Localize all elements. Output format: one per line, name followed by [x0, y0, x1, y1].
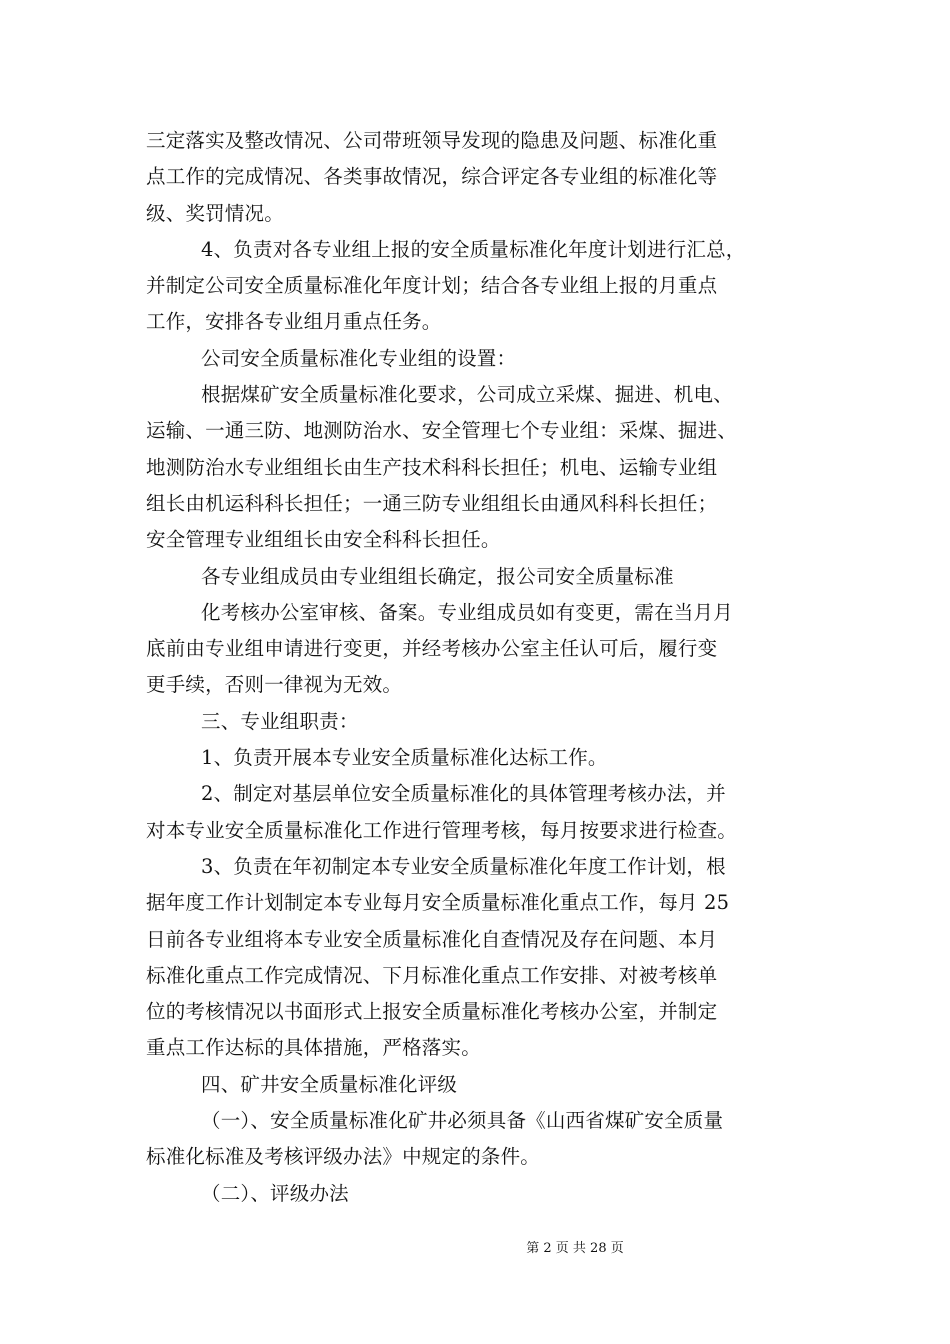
text-line: （一）、安全质量标准化矿井必须具备《山西省煤矿安全质量 [201, 1109, 724, 1133]
text-line: 根据煤矿安全质量标准化要求，公司成立采煤、掘进、机电、 [201, 383, 733, 407]
text-line: 位的考核情况以书面形式上报安全质量标准化考核办公室，并制定 [146, 1000, 718, 1024]
page-number: 第 2 页 共 28 页 [526, 1241, 624, 1256]
text-line: 组长由机运科科长担任；一通三防专业组组长由通风科科长担任； [146, 491, 718, 515]
text-line: 据年度工作计划制定本专业每月安全质量标准化重点工作，每月 25 [146, 891, 730, 915]
text-line: 三定落实及整改情况、公司带班领导发现的隐患及问题、标准化重 [146, 129, 718, 152]
text-line: 更手续，否则一律视为无效。 [146, 673, 403, 697]
text-line: 化考核办公室审核、备案。专业组成员如有变更，需在当月月 [201, 600, 733, 624]
text-line: 三、专业组职责： [201, 709, 359, 733]
text-line: 标准化标准及考核评级办法》中规定的条件。 [146, 1145, 541, 1169]
text-line: 并制定公司安全质量标准化年度计划；结合各专业组上报的月重点 [146, 274, 718, 298]
text-line: 4、负责对各专业组上报的安全质量标准化年度计划进行汇总， [201, 237, 746, 261]
text-line: 四、矿井安全质量标准化评级 [201, 1072, 458, 1096]
text-line: 点工作的完成情况、各类事故情况，综合评定各专业组的标准化等 [146, 165, 718, 189]
text-line: 地测防治水专业组组长由生产技术科科长担任；机电、运输专业组 [146, 455, 718, 479]
text-line: 对本专业安全质量标准化工作进行管理考核，每月按要求进行检查。 [146, 818, 738, 842]
text-line: 安全管理专业组组长由安全科科长担任。 [146, 528, 501, 552]
text-line: 1、负责开展本专业安全质量标准化达标工作。 [201, 746, 608, 770]
text-line: （二）、评级办法 [201, 1181, 349, 1205]
text-line: 运输、一通三防、地测防治水、安全管理七个专业组：采煤、掘进、 [146, 419, 738, 443]
text-line: 级、奖罚情况。 [146, 201, 284, 225]
document-body [146, 123, 806, 1212]
text-line: 标准化重点工作完成情况、下月标准化重点工作安排、对被考核单 [146, 963, 718, 987]
text-line: 3、负责在年初制定本专业安全质量标准化年度工作计划，根 [201, 854, 726, 878]
text-line: 日前各专业组将本专业安全质量标准化自查情况及存在问题、本月 [146, 927, 718, 951]
text-line: 公司安全质量标准化专业组的设置： [201, 346, 517, 370]
text-line: 重点工作达标的具体措施，严格落实。 [146, 1036, 481, 1060]
text-line: 各专业组成员由专业组组长确定，报公司安全质量标准 [201, 564, 674, 588]
text-line: 2、制定对基层单位安全质量标准化的具体管理考核办法，并 [201, 782, 726, 806]
text-line: 底前由专业组申请进行变更，并经考核办公室主任认可后，履行变 [146, 637, 718, 661]
text-line: 工作，安排各专业组月重点任务。 [146, 310, 442, 334]
page-footer [0, 1237, 950, 1256]
